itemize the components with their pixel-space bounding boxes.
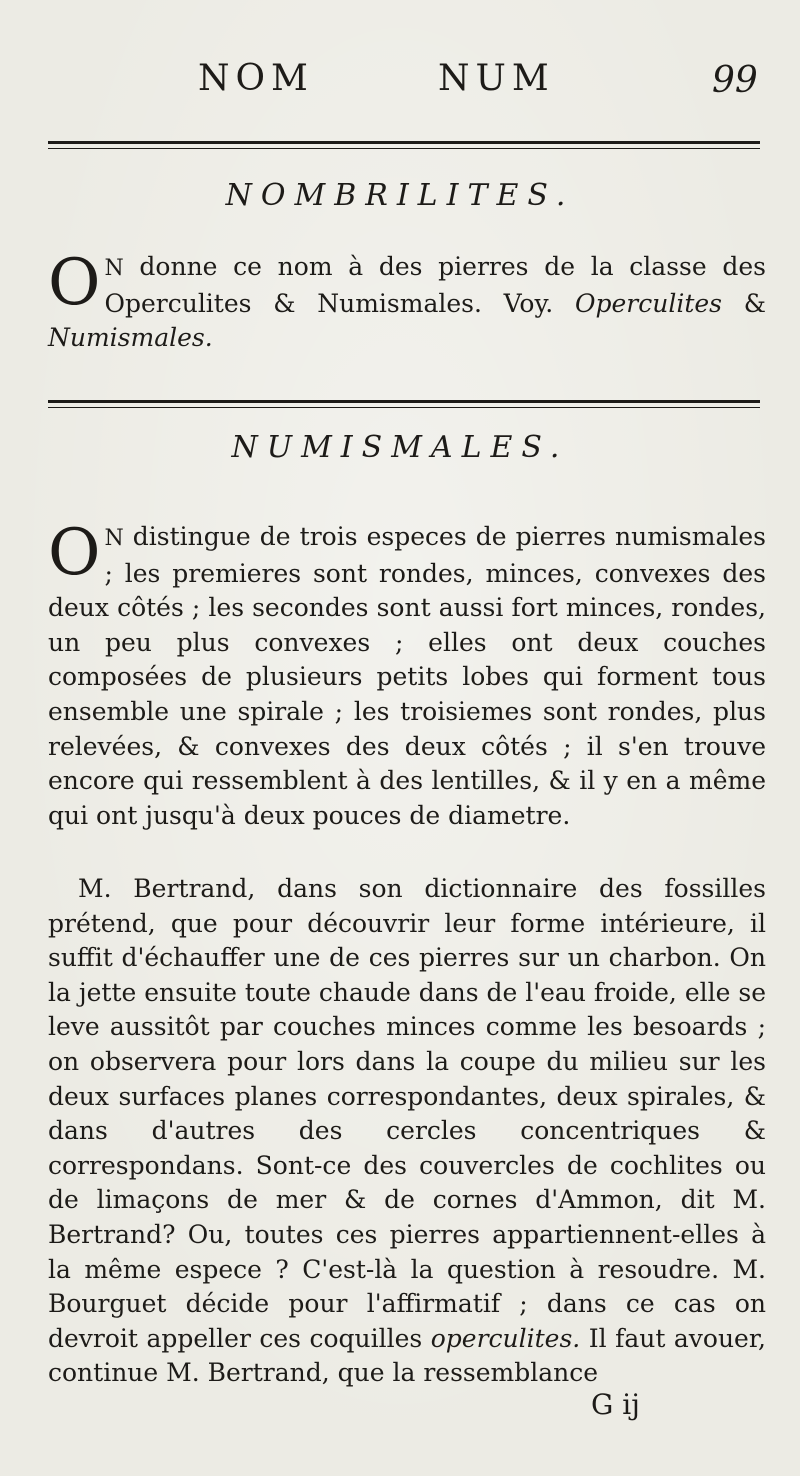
top-rule-thick xyxy=(48,141,760,144)
entry-title-numismales: NUMISMALES. xyxy=(231,430,569,465)
body-text: M. Bertrand, dans son dictionnaire des fossilles prétend, que pour découvrir leur forme intérieure, il suffit d'échauffer une de ces pierres sur un charbon. On la jette ensuite toute chaude dans de l'eau froide, elle se leve aussitôt par couches minces comme les besoards ; on observera pour lors dans la coupe du milieu sur les deux surfaces planes correspondantes, deux spirales, & dans d'autres des cercles concentriques & correspondans. Sont-ce des couvercles de cochlites ou de limaçons de mer & de cornes d'Ammon, dit M. Bertrand? Ou, toutes ces pierres appartiennent-elles à la même espece ? C'est-là la question à resoudre. M. Bourguet décide pour l'affirmatif ; dans ce cas on devroit appeller ces coquilles xyxy=(48,874,766,1353)
running-head-left: NOM xyxy=(198,58,314,99)
cross-reference-numismales: Numismales. xyxy=(48,323,213,353)
first-word-rest: N xyxy=(104,256,124,281)
page-number: 99 xyxy=(712,60,758,101)
cross-reference-operculites: Operculites xyxy=(574,288,722,318)
body-text: Il faut avouer, continue M. Bertrand, que la ressemblance xyxy=(48,1323,766,1388)
separator-rule-thick xyxy=(48,400,760,403)
dropcap: O xyxy=(48,246,101,320)
dropcap: O xyxy=(48,516,101,590)
entry-body-nombrilites xyxy=(48,246,767,356)
first-word-rest: N xyxy=(104,526,124,551)
body-text: distingue de trois especes de pierres numismales ; les premieres sont rondes, minces, convexes des deux côtés ; les secondes sont aussi fort minces, rondes, un peu plus convexes ; elles ont deux couches composées de plusieurs petits lobes qui forment tous ensemble une spirale ; les troisiemes sont rondes, plus relevées, & convexes des deux côtés ; il s'en trouve encore qui ressemblent à des lentilles, & il y en a même qui ont jusqu'à deux pouces de diametre. xyxy=(48,522,766,830)
separator-rule-thin xyxy=(48,407,760,408)
entry-body-numismales-p1 xyxy=(48,516,766,833)
italic-term-operculites: operculites. xyxy=(430,1323,581,1353)
signature-mark: G ij xyxy=(591,1388,640,1421)
running-head xyxy=(0,58,800,108)
entry-body-numismales-p2 xyxy=(48,872,766,1391)
body-text: & xyxy=(722,288,767,318)
top-rule-thin xyxy=(48,148,760,149)
entry-title-nombrilites: NOMBRILITES. xyxy=(225,178,575,213)
running-head-right: NUM xyxy=(438,58,555,99)
body-text: donne ce nom à des pierres de la classe des Operculites & Numismales. Voy. xyxy=(104,252,766,318)
